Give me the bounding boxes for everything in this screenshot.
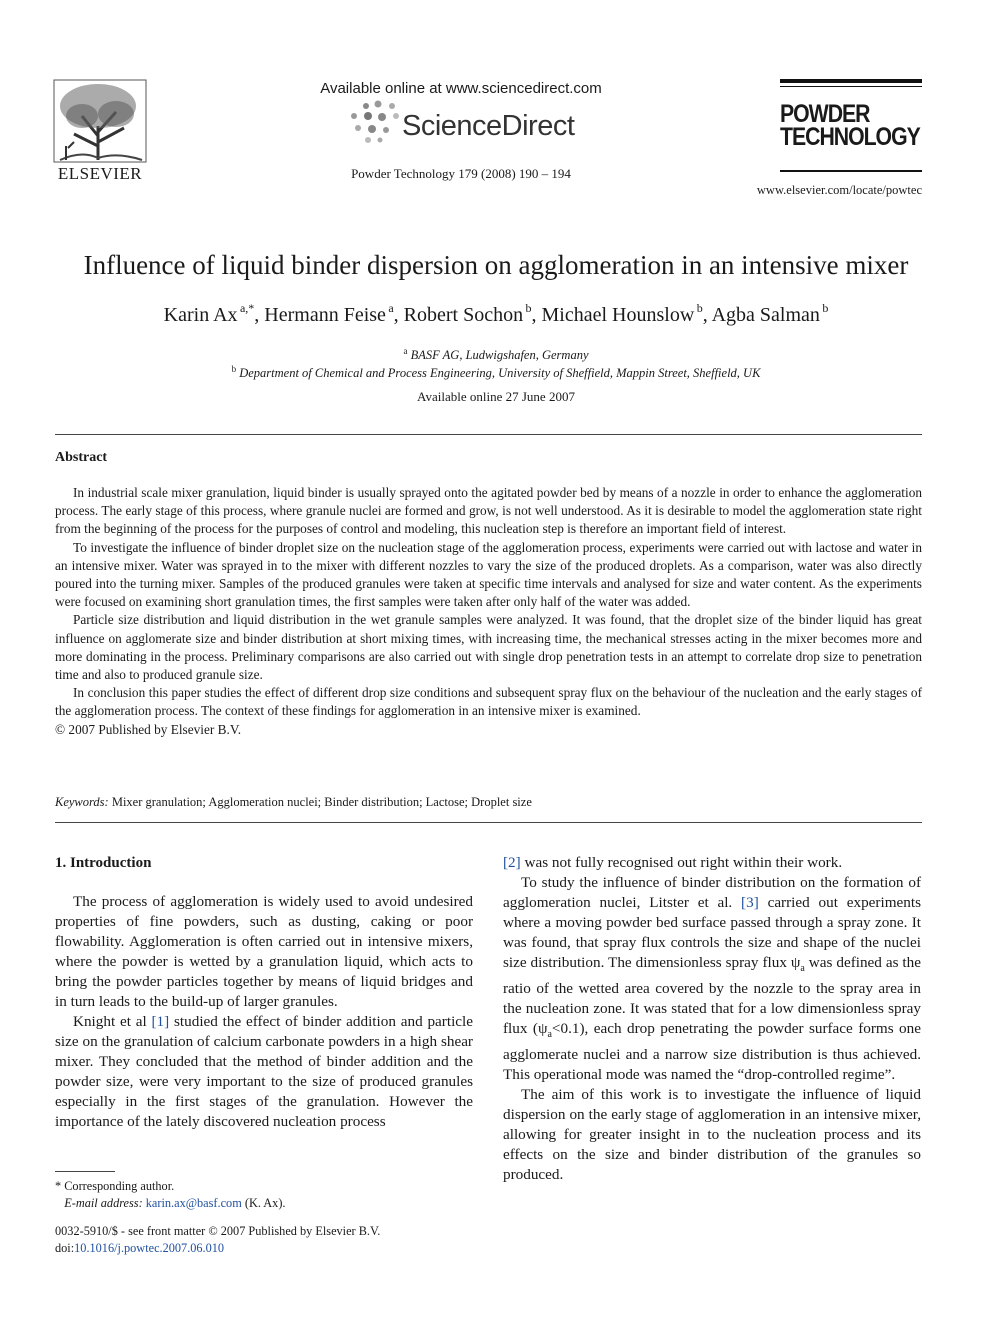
author-affil-sup[interactable]: a,* [239,301,255,315]
email-label: E-mail address: [64,1196,143,1210]
available-online-date: Available online 27 June 2007 [417,389,575,404]
body-paragraph: The aim of this work is to investigate the influence of liquid dispersion on the early stage of agglomeration in an intensive mixer, allowing for greater insight in to the nucleation process and its effects on the size and binder distribution of the granules so produced. [503,1086,921,1184]
keywords-line [55,795,922,810]
affiliation-a [30,346,962,363]
author-name: Michael Hounslow [541,304,695,326]
footnote-corresponding: * Corresponding author. [55,1179,175,1193]
body-paragraph-continued: [2] was not fully recognised out right within their work. [503,854,843,871]
author-affil-sup[interactable]: b [822,301,829,315]
affiliation-label: a [403,346,408,356]
citation-link[interactable]: [1] [151,1013,170,1030]
affiliation-b [30,364,962,381]
author-affil-sup[interactable]: b [525,301,532,315]
article-title: Influence of liquid binder dispersion on agglomeration in an intensive mixer [83,250,909,280]
email-link[interactable]: karin.ax@basf.com [145,1196,242,1210]
body-paragraph: Knight et al [1] studied the effect of binder addition and particle size on the granulation of calcium carbonate powders in a high shear mixer. They concluded that the method of binder addition and the powder size, were very important to the size of produced granules especially in the first stages of the granulation. However the importance of the lately discovered nucleation process [55,1013,473,1130]
body-paragraph: The process of agglomeration is widely used to avoid undesired properties of fine powders, such as dusting, caking or poor flowability. Agglomeration is often carried out in intensive mixers, where the powder is wetted by a granulation liquid, which acts to bring the powder particles together by means of liquid bridges and in turn leads to the build-up of larger granules. [55,893,473,1010]
keywords-label: Keywords: [55,795,109,809]
journal-logo-bar-top [780,79,922,83]
journal-url-link[interactable]: www.elsevier.com/locate/powtec [756,183,922,197]
available-online-line: Available online at www.sciencedirect.com [320,80,602,97]
front-matter-line: 0032-5910/$ - see front matter © 2007 Published by Elsevier B.V. [55,1224,381,1238]
body-paragraph: To study the influence of binder distribution on the formation of agglomeration nuclei, Litster et al. [3] carried out experiments where a moving powder bed surface passed through a spray zone. It was found, that spray flux controls the size and shape of the nuclei size distribution. The dimensionless spray flux $\psi_a$ was defined as the ratio of the wetted area covered by the nozzle to the spray area in the nucleation zone. It was stated that for a low dimensionless spray flux $(\psi_a<0.1)$, each drop penetrating the powder surface forms one agglomerate nuclei and a narrow size distribution is thus achieved. This operational mode was named the “drop-controlled regime”. [503,874,921,1084]
author-name: Hermann Feise [264,304,386,326]
abstract-body [55,484,922,739]
doi-label: doi: [55,1241,75,1255]
affiliation-label: b [231,364,237,374]
affiliation-text: Department of Chemical and Process Engineering, University of Sheffield, Mappin Street, Sheffield, UK [239,366,761,381]
journal-logo-bar-bottom [780,170,922,172]
journal-logo-line2: TECHNOLOGY [780,123,920,151]
doi-line [55,1241,224,1256]
author-name: Robert Sochon [403,304,524,326]
author-affil-sup[interactable]: a [388,301,394,315]
abstract-paragraph: To investigate the influence of binder droplet size on the nucleation stage of the agglomeration process, experiments were carried out with lactose and water in an intensive mixer. Water was sprayed in to the mixer with different nozzles to vary the size of the produced droplets. As a comparison, water was also directly poured into the turning mixer. Samples of the produced granules were taken at specific time intervals and analysed for size and water content. As the experiments were focused on examining short granulation times, the first samples were taken after only half of the water was added. [55,539,922,610]
psi-symbol: ψ [790,954,801,971]
journal-logo [780,100,920,151]
sciencedirect-wordmark: ScienceDirect [402,110,575,142]
divider [55,434,922,435]
body-column-right [503,853,921,1185]
footnote-email: E-mail address: karin.ax@basf.com (K. Ax). [64,1196,286,1210]
author-name: Agba Salman [711,304,820,326]
abstract-paragraph: In industrial scale mixer granulation, liquid binder is usually sprayed onto the agitated powder bed by means of a nozzle in order to enhance the agglomeration process. The early stage of this process, where granule nuclei are formed and grow, is not well understood. As it is desirable to model the agglomeration state right from the beginning of the process for the purposes of control and modeling, this nucleation step is therefore an important field of interest. [55,485,922,537]
author-name: Karin Ax [163,304,238,326]
abstract-heading: Abstract [55,450,108,465]
journal-citation: Powder Technology 179 (2008) 190 – 194 [351,166,571,181]
divider [55,822,922,823]
keywords-list: Mixer granulation; Agglomeration nuclei; Binder distribution; Lactose; Droplet size [111,795,532,809]
body-column-left [55,892,473,1132]
affiliation-text: BASF AG, Ludwigshafen, Germany [410,348,589,363]
author-list: Karin Ax $^{a,*}$, Hermann Feise $^a$, Robert Sochon $^b$, Michael Hounslow $^b$, Agba Salman $^b$ [163,301,829,326]
abstract-paragraph: Particle size distribution and liquid distribution in the wet granule samples were analyzed. It was found, that the droplet size of the binder liquid has great influence on agglomerate size and binder distribution at short mixing times, with increasing time, the mechanical stresses acting in the mixer becomes more and more dominating in the process. Preliminary comparisons are also carried out with single drop penetration tests in an attempt to correlate drop size to penetration time and also to produced granule size. [55,612,922,683]
citation-link[interactable]: [3] [741,894,759,911]
section-heading-introduction: 1. Introduction [55,855,152,871]
abstract-paragraph: In conclusion this paper studies the effect of different drop size conditions and subsequent spray flux on the behaviour of the nucleation and the early stages of the agglomeration process. The context of these findings for agglomeration in an intensive mixer is examined. [55,685,922,719]
journal-logo-line1: POWDER [780,100,870,128]
journal-logo-bar-thin [780,86,922,87]
author-affil-sup[interactable]: b [696,301,703,315]
publisher-name: ELSEVIER [57,164,143,183]
doi-link[interactable]: 10.1016/j.powtec.2007.06.010 [74,1241,225,1255]
abstract-copyright: © 2007 Published by Elsevier B.V. [55,721,242,737]
footnote-rule [55,1171,115,1172]
citation-link[interactable]: [2] [503,854,521,871]
